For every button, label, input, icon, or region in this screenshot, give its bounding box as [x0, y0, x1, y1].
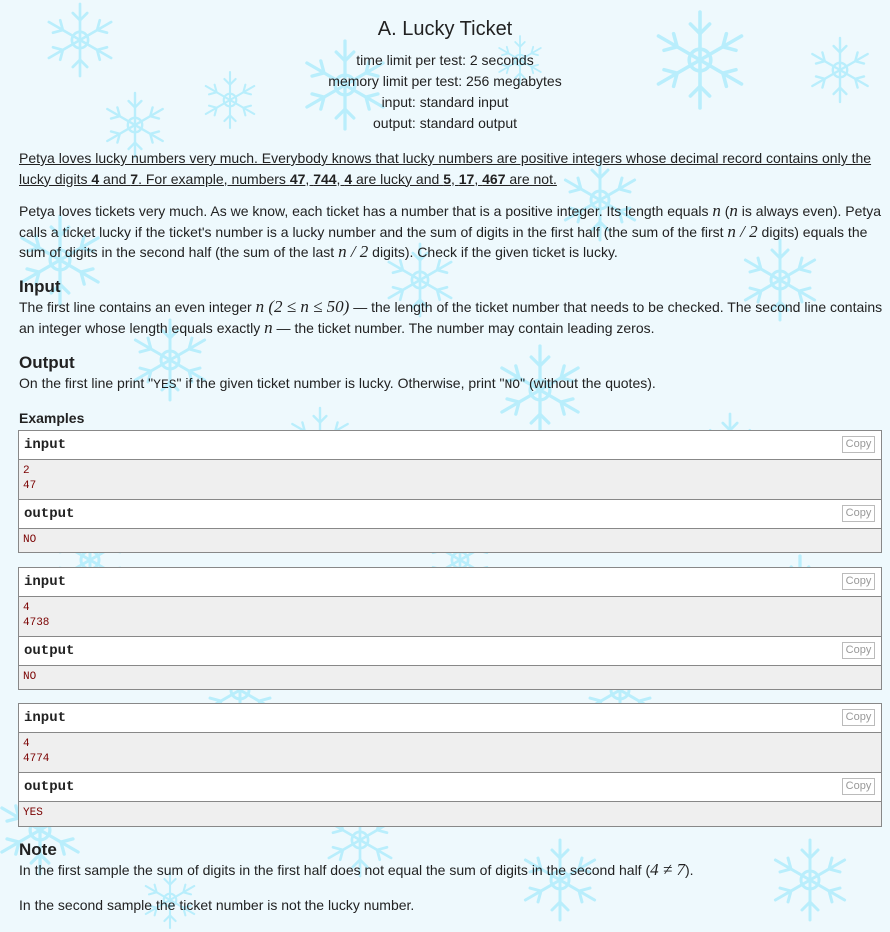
output-label: output	[24, 779, 75, 795]
problem-title: A. Lucky Ticket	[377, 18, 513, 40]
math-n: n	[729, 201, 738, 220]
sample-test-2	[18, 567, 882, 690]
sample-input-line: 4	[23, 602, 30, 614]
note-paragraph-1	[19, 860, 883, 881]
digit: 7	[130, 170, 139, 187]
memory-limit: memory limit per test: 256 megabytes	[328, 73, 562, 89]
text: — the length of the ticket number that needs to be checked. The second line contains an integer whose length equals exactly	[19, 299, 883, 336]
number: 5	[443, 170, 451, 187]
time-limit: time limit per test: 2 seconds	[356, 52, 534, 68]
text: digits). Check if the given ticket is lucky.	[368, 244, 618, 260]
text: (	[720, 203, 730, 219]
text: — the ticket number. The number may contain leading zeros.	[272, 319, 655, 336]
sample-test-1	[18, 430, 882, 553]
sample-input-line: 4738	[23, 617, 50, 629]
text: Petya loves tickets very much. As we know, each ticket has a number that is a positive integer. Its length equals	[19, 203, 713, 219]
math-half: n / 2	[338, 242, 369, 261]
text: " (without the quotes).	[520, 375, 656, 391]
number: 467	[482, 170, 506, 187]
sample-input-body	[19, 460, 881, 500]
sample-output-line: YES	[23, 807, 43, 819]
sample-test-3	[18, 703, 882, 827]
text: ,	[474, 170, 483, 187]
text: ,	[305, 170, 314, 187]
text: is always even). Petya calls a ticket lucky if the ticket's number is a lucky number and the sum of digits in the first half (the sum of the first	[19, 203, 882, 240]
math-n: n	[264, 317, 273, 337]
output-section-title: Output	[19, 353, 75, 372]
output-file: output: standard output	[373, 115, 517, 131]
text: digits) equals the sum of digits in the second half (the sum of the last	[19, 223, 868, 260]
statement-paragraph-1	[19, 148, 883, 189]
input-label: input	[24, 437, 67, 453]
copy-button[interactable]: Copy	[842, 436, 875, 453]
input-label: input	[24, 574, 67, 590]
note-section-title: Note	[19, 840, 57, 859]
text: ,	[450, 170, 459, 187]
number: 17	[458, 170, 475, 187]
code-yes: YES	[153, 377, 177, 392]
sample-input-line: 4	[23, 738, 30, 750]
text: On the first line print "	[19, 375, 154, 391]
sample-input-header	[19, 431, 881, 460]
number: 744	[313, 170, 337, 187]
output-label: output	[24, 506, 75, 522]
note-paragraph-2: In the second sample the ticket number is not the lucky number.	[19, 897, 415, 913]
sample-input-body	[19, 733, 881, 773]
input-section-text	[19, 297, 883, 338]
output-section-text	[19, 373, 883, 396]
sample-output-body	[19, 802, 881, 826]
sample-output-body	[19, 666, 881, 689]
copy-button[interactable]: Copy	[842, 642, 875, 659]
math-n: n	[712, 201, 721, 220]
sample-input-header	[19, 704, 881, 733]
code-no: NO	[504, 377, 521, 392]
math-constraint: n (2 ≤ n ≤ 50)	[255, 297, 350, 316]
text: The first line contains an even integer	[19, 299, 256, 315]
sample-input-line: 47	[23, 480, 37, 492]
text: are not.	[505, 170, 557, 187]
number: 4	[344, 170, 353, 187]
text: " if the given ticket number is lucky. Otherwise, print "	[176, 375, 505, 391]
text: are lucky and	[352, 170, 444, 187]
text: . For example, numbers	[138, 170, 290, 187]
text: ).	[684, 862, 694, 878]
number: 47	[289, 170, 306, 187]
sample-input-body	[19, 597, 881, 637]
output-label: output	[24, 643, 75, 659]
sample-output-line: NO	[23, 534, 37, 546]
text: Petya loves lucky numbers very much. Everybody knows that lucky numbers are positive integers whose decimal record contains only the lucky digits	[19, 150, 872, 187]
statement-paragraph-2	[19, 201, 883, 263]
copy-button[interactable]: Copy	[842, 709, 875, 726]
text: ,	[336, 170, 345, 187]
math-inequality: 4 ≠ 7	[650, 860, 685, 879]
digit: 4	[91, 170, 100, 187]
math-half: n / 2	[727, 221, 758, 241]
sample-output-header	[19, 773, 881, 802]
copy-button[interactable]: Copy	[842, 505, 875, 522]
text: and	[99, 170, 131, 187]
sample-input-line: 4774	[23, 753, 50, 765]
sample-output-header	[19, 500, 881, 529]
copy-button[interactable]: Copy	[842, 573, 875, 590]
sample-output-header	[19, 637, 881, 666]
input-section-title: Input	[19, 277, 61, 296]
sample-output-line: NO	[23, 671, 37, 683]
copy-button[interactable]: Copy	[842, 778, 875, 795]
sample-input-line: 2	[23, 465, 30, 477]
examples-title: Examples	[19, 410, 85, 426]
input-label: input	[24, 710, 67, 726]
text: In the first sample the sum of digits in the first half does not equal the sum of digits in the second half (	[19, 862, 651, 878]
sample-input-header	[19, 568, 881, 597]
sample-output-body	[19, 529, 881, 552]
input-file: input: standard input	[381, 94, 509, 110]
